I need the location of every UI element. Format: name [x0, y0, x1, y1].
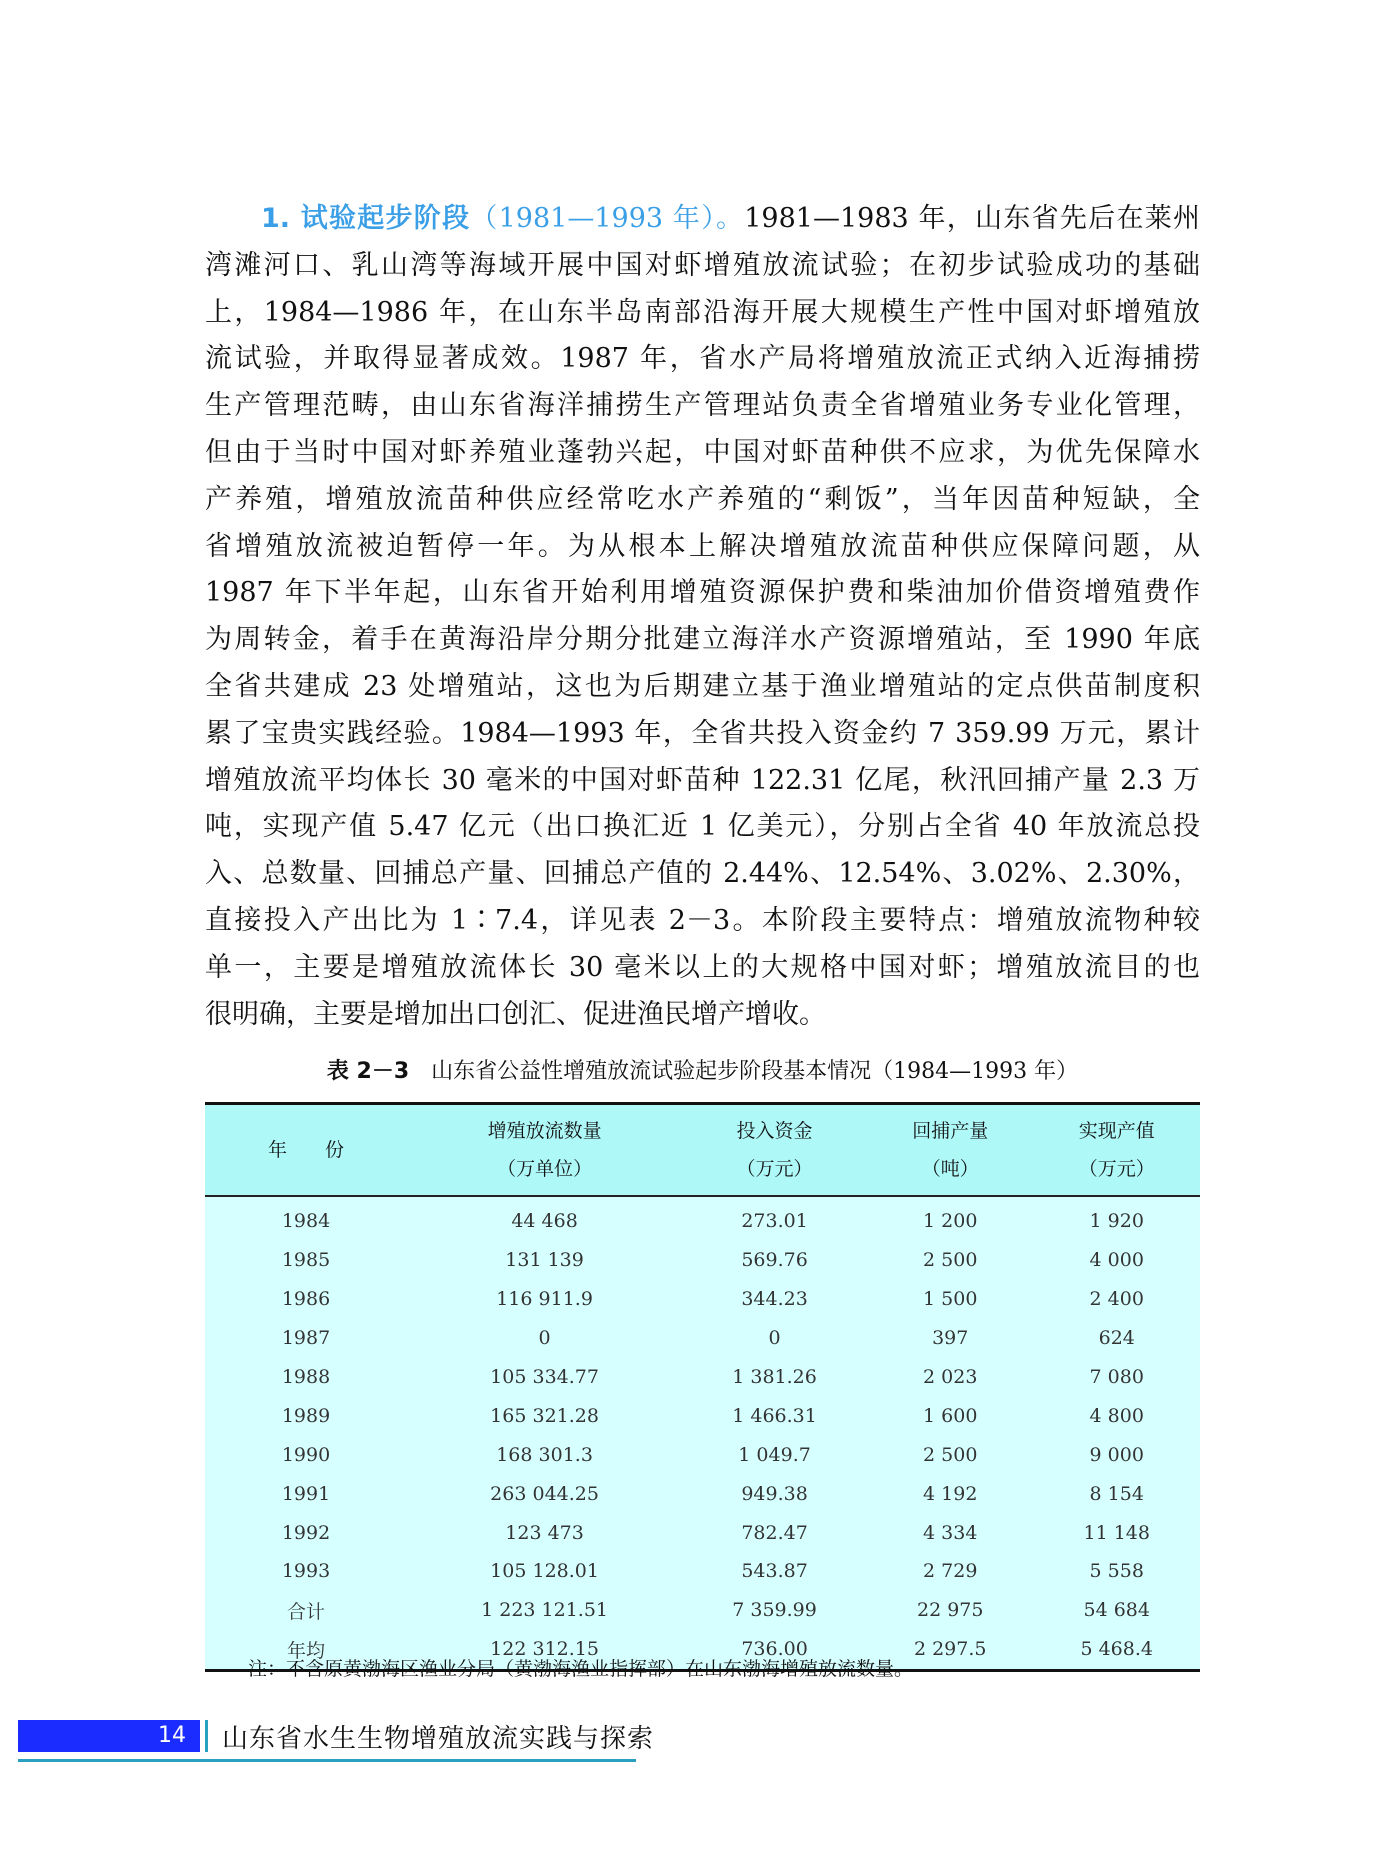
- table-cell: 54 684: [1083, 1599, 1150, 1622]
- column-header-name: 增殖放流数量: [487, 1120, 602, 1142]
- column-header-unit: （万单位）: [497, 1158, 593, 1180]
- table-row: [205, 1474, 1200, 1513]
- table-cell: 122 312.15: [490, 1638, 599, 1661]
- table-title: 山东省公益性增殖放流试验起步阶段基本情况（1984—1993 年）: [431, 1059, 1079, 1084]
- column-header: [407, 1104, 682, 1197]
- row-label: 1993: [281, 1560, 331, 1583]
- column-header: [205, 1104, 407, 1197]
- row-label: 1989: [281, 1404, 331, 1427]
- table-cell: 2 400: [1089, 1288, 1144, 1311]
- paragraph-line: 累了宝贵实践经验。1984—1993 年，全省共投入资金约 7 359.99 万元，累计: [205, 717, 1200, 749]
- table-cell: 105 128.01: [490, 1560, 599, 1583]
- paragraph-line: 生产管理范畴，由山东省海洋捕捞生产管理站负责全省增殖业务专业化管理，: [205, 390, 1200, 422]
- table-row: [205, 1280, 1200, 1319]
- table-cell: 8 154: [1089, 1482, 1144, 1505]
- table-row: [205, 1591, 1200, 1630]
- table-cell: 1 381.26: [732, 1366, 817, 1388]
- table-cell: 543.87: [741, 1560, 808, 1583]
- table-cell: 273.01: [741, 1210, 808, 1233]
- table-cell: 44 468: [511, 1210, 578, 1233]
- table-cell: 2 500: [923, 1249, 978, 1272]
- paragraph-line: 但由于当时中国对虾养殖业蓬勃兴起，中国对虾苗种供不应求，为优先保障水: [205, 436, 1200, 468]
- paragraph-line: 入、总数量、回捕总产量、回捕总产值的 2.44%、12.54%、3.02%、2.30%，: [205, 858, 1200, 890]
- table-cell: 9 000: [1089, 1443, 1144, 1466]
- table-cell: 736.00: [741, 1638, 808, 1661]
- paragraph-line: 省增殖放流被迫暂停一年。为从根本上解决增殖放流苗种供应保障问题，从: [205, 530, 1200, 562]
- table-cell: 2 729: [923, 1560, 978, 1583]
- column-header-name: 投入资金: [736, 1120, 813, 1142]
- table-cell: 123 473: [505, 1521, 584, 1544]
- table-cell: 263 044.25: [490, 1482, 599, 1505]
- table-row: [205, 1196, 1200, 1241]
- table-cell: 7 359.99: [732, 1599, 817, 1622]
- table-cell: 131 139: [505, 1249, 584, 1272]
- row-label: 1984: [281, 1210, 331, 1233]
- table-cell: 1 223 121.51: [481, 1599, 609, 1622]
- table-cell: 4 334: [923, 1521, 978, 1544]
- table-caption: [205, 1054, 1200, 1085]
- column-header: [867, 1104, 1034, 1197]
- table-header-row: [205, 1104, 1200, 1197]
- column-header-unit: （吨）: [921, 1158, 979, 1180]
- paragraph-lines: [205, 243, 1200, 1039]
- section-heading-years: （1981—1993 年）。: [470, 203, 745, 234]
- section-heading: 1. 试验起步阶段: [261, 203, 471, 234]
- paragraph-first-line: [205, 196, 1200, 243]
- body-paragraph: [205, 196, 1200, 1038]
- table-row: [205, 1319, 1200, 1358]
- table-cell: 116 911.9: [496, 1288, 593, 1311]
- table-row: [205, 1552, 1200, 1591]
- table-row: [205, 1358, 1200, 1397]
- table-cell: 22 975: [916, 1599, 984, 1622]
- table-cell: 0: [768, 1327, 781, 1350]
- footer-rule: [18, 1759, 636, 1762]
- table-row: [205, 1396, 1200, 1435]
- table-cell: 4 000: [1089, 1249, 1144, 1272]
- column-header: [1033, 1104, 1200, 1197]
- table-cell: 344.23: [741, 1288, 808, 1311]
- paragraph-line: 流试验，并取得显著成效。1987 年，省水产局将增殖放流正式纳入近海捕捞: [205, 343, 1200, 375]
- table-number: 表 2－3: [326, 1059, 410, 1084]
- table-cell: 949.38: [741, 1482, 808, 1505]
- table-cell: 1 200: [923, 1210, 978, 1233]
- row-label: 1988: [281, 1366, 331, 1388]
- table-cell: 1 500: [923, 1288, 978, 1311]
- page-number: 14: [18, 1720, 200, 1752]
- paragraph-line: 1987 年下半年起，山东省开始利用增殖资源保护费和柴油加价借资增殖费作: [205, 577, 1200, 609]
- table-row: [205, 1435, 1200, 1474]
- column-header-name: 回捕产量: [912, 1120, 989, 1142]
- table-cell: 1 600: [923, 1404, 978, 1427]
- column-header-name: 实现产值: [1078, 1120, 1155, 1142]
- row-label: 1991: [281, 1482, 331, 1505]
- paragraph-line: 产养殖，增殖放流苗种供应经常吃水产养殖的“剩饭”，当年因苗种短缺，全: [205, 483, 1200, 515]
- table-cell: 782.47: [741, 1521, 808, 1544]
- book-title: 山东省水生生物增殖放流实践与探索: [222, 1724, 655, 1754]
- table-cell: 168 301.3: [496, 1443, 593, 1466]
- column-header-unit: （万元）: [736, 1158, 813, 1180]
- table-cell: 569.76: [741, 1249, 808, 1272]
- table-cell: 624: [1098, 1327, 1135, 1350]
- paragraph-line: 为周转金，着手在黄海沿岸分期分批建立海洋水产资源增殖站，至 1990 年底: [205, 624, 1200, 656]
- paragraph-line: 上，1984—1986 年，在山东半岛南部沿海开展大规模生产性中国对虾增殖放: [205, 296, 1200, 328]
- table-cell: 7 080: [1089, 1366, 1144, 1388]
- table-cell: 105 334.77: [490, 1366, 599, 1388]
- paragraph-line: 单一，主要是增殖放流体长 30 毫米以上的大规格中国对虾；增殖放流目的也: [205, 951, 1200, 983]
- row-label: 1987: [281, 1327, 331, 1350]
- paragraph-line: 湾滩河口、乳山湾等海域开展中国对虾增殖放流试验；在初步试验成功的基础: [205, 249, 1200, 281]
- table-cell: 1 049.7: [738, 1443, 811, 1466]
- table-cell: 2 023: [923, 1366, 978, 1388]
- row-label: 1990: [281, 1443, 331, 1466]
- table-cell: 2 297.5: [913, 1638, 987, 1661]
- table-cell: 4 192: [923, 1482, 978, 1505]
- row-label: 1985: [281, 1249, 331, 1272]
- table-row: [205, 1513, 1200, 1552]
- footer-divider: [205, 1720, 208, 1752]
- table-note: 注：不含原黄渤海区渔业分局（黄渤海渔业指挥部）在山东渤海增殖放流数量。: [248, 1658, 914, 1680]
- paragraph-line: 直接投入产出比为 1∶7.4，详见表 2－3。本阶段主要特点：增殖放流物种较: [205, 904, 1200, 936]
- table-cell: 165 321.28: [490, 1404, 599, 1427]
- column-header-unit: （万元）: [1078, 1158, 1155, 1180]
- table-cell: 2 500: [923, 1443, 978, 1466]
- table-cell: 5 558: [1089, 1560, 1144, 1583]
- table-cell: 5 468.4: [1080, 1638, 1153, 1661]
- table-cell: 1 466.31: [732, 1404, 817, 1427]
- paragraph-line: 很明确，主要是增加出口创汇、促进渔民增产增收。: [205, 998, 826, 1030]
- row-label: 1992: [281, 1521, 331, 1544]
- table-cell: 0: [538, 1327, 551, 1350]
- column-header-name: 年 份: [267, 1139, 344, 1161]
- row-label: 合计: [286, 1600, 325, 1623]
- paragraph-line: 全省共建成 23 处增殖站，这也为后期建立基于渔业增殖站的定点供苗制度积: [205, 670, 1200, 702]
- table-cell: 1 920: [1089, 1210, 1144, 1233]
- row-label: 年均: [286, 1639, 325, 1662]
- table-cell: 4 800: [1089, 1404, 1144, 1427]
- table-cell: 11 148: [1083, 1521, 1150, 1544]
- data-table: [205, 1102, 1200, 1672]
- paragraph-line: 增殖放流平均体长 30 毫米的中国对虾苗种 122.31 亿尾，秋汛回捕产量 2.3 万: [205, 764, 1200, 796]
- row-label: 1986: [281, 1288, 331, 1311]
- table-row: [205, 1241, 1200, 1280]
- column-header: [682, 1104, 867, 1197]
- paragraph-line: 吨，实现产值 5.47 亿元（出口换汇近 1 亿美元），分别占全省 40 年放流总投: [205, 811, 1200, 843]
- table-cell: 397: [932, 1327, 969, 1350]
- paragraph-text: 1981—1983 年，山东省先后在莱州: [744, 203, 1200, 234]
